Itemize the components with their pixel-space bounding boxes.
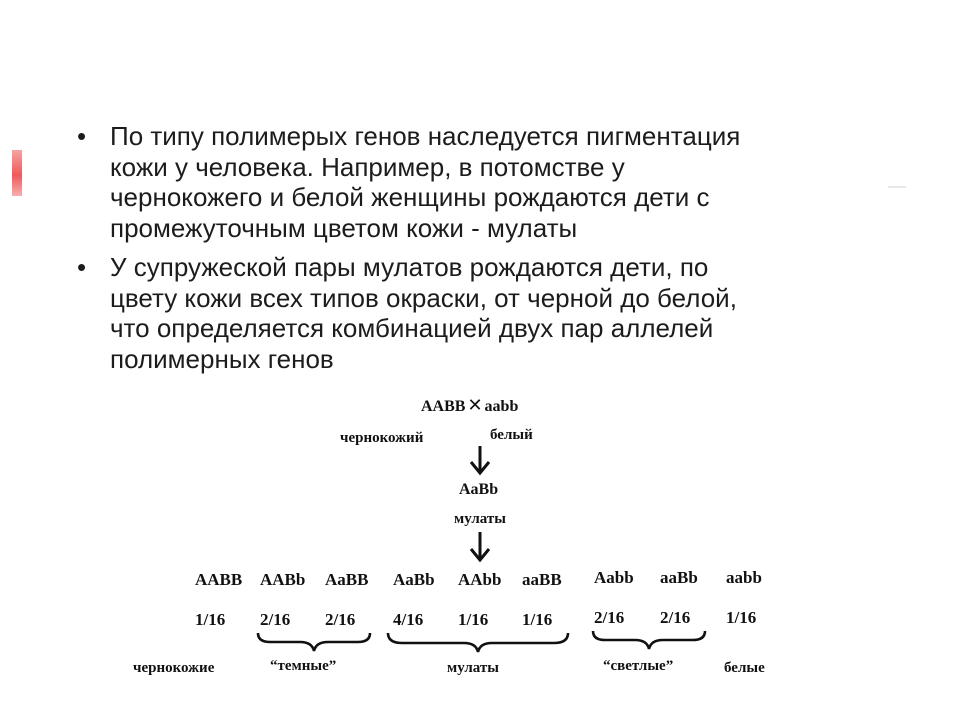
bullet-1-line-1: По типу полимерых генов наследуется пигментация (110, 121, 741, 151)
bullet-1-line-2: кожи у человека. Например, в потомстве у (110, 151, 625, 182)
parent2-genotype: aabb (484, 398, 519, 415)
down-arrow-icon (471, 532, 489, 560)
group-label-light: “светлые” (603, 658, 674, 674)
offspring-genotype-2: AABb (260, 570, 306, 589)
f1-genotype: AaBb (459, 481, 499, 498)
offspring-ratio-4: 4/16 (393, 610, 424, 629)
group-label-dark: “темные” (270, 658, 337, 674)
bullet-dot: • (77, 252, 87, 282)
offspring-ratio-9: 1/16 (726, 608, 757, 627)
brace-light (593, 631, 705, 649)
offspring-genotype-9: aabb (726, 568, 762, 587)
f1-label: мулаты (454, 511, 506, 527)
bullet-1-line-4: промежуточным цветом кожи - мулаты (110, 212, 578, 243)
offspring-genotype-7: Aabb (594, 568, 634, 587)
bullet-2-line-4: полимерных генов (110, 343, 334, 374)
parent2-label: белый (490, 427, 533, 443)
offspring-genotype-8: aaBb (660, 568, 698, 587)
offspring-genotype-4: AaBb (393, 570, 435, 589)
offspring-ratio-5: 1/16 (458, 610, 489, 629)
offspring-ratio-3: 2/16 (325, 610, 356, 629)
brace-dark (258, 633, 370, 651)
brace-mulatto (388, 633, 568, 652)
group-label-black: чернокожие (133, 660, 215, 676)
cross-symbol: ✕ (467, 395, 483, 416)
offspring-genotype-3: AaBB (325, 570, 369, 589)
parent1-label: чернокожий (340, 430, 424, 446)
group-label-mulatto: мулаты (447, 660, 499, 676)
offspring-ratio-2: 2/16 (260, 610, 291, 629)
bullet-2-line-1: У супружеской пары мулатов рождаются дети, по (110, 252, 709, 282)
bullet-1-line-3: чернокожего и белой женщины рождаются дети с (110, 182, 710, 212)
offspring-ratio-6: 1/16 (522, 610, 553, 629)
offspring-ratio-7: 2/16 (594, 608, 625, 627)
offspring-ratio-8: 2/16 (660, 608, 691, 627)
group-label-white: белые (724, 660, 765, 676)
down-arrow-icon (471, 446, 489, 473)
bullet-2-line-2: цвету кожи всех типов окраски, от черной до белой, (110, 282, 737, 313)
offspring-ratio-1: 1/16 (195, 610, 226, 629)
bullet-2-line-3: что определяется комбинацией двух пар аллелей (110, 313, 714, 343)
bullet-dot: • (77, 121, 87, 151)
parent1-genotype: AABB (421, 398, 466, 415)
offspring-genotype-6: aaBB (522, 570, 562, 589)
offspring-genotype-5: AAbb (458, 570, 502, 589)
offspring-genotype-1: AABB (195, 570, 243, 589)
